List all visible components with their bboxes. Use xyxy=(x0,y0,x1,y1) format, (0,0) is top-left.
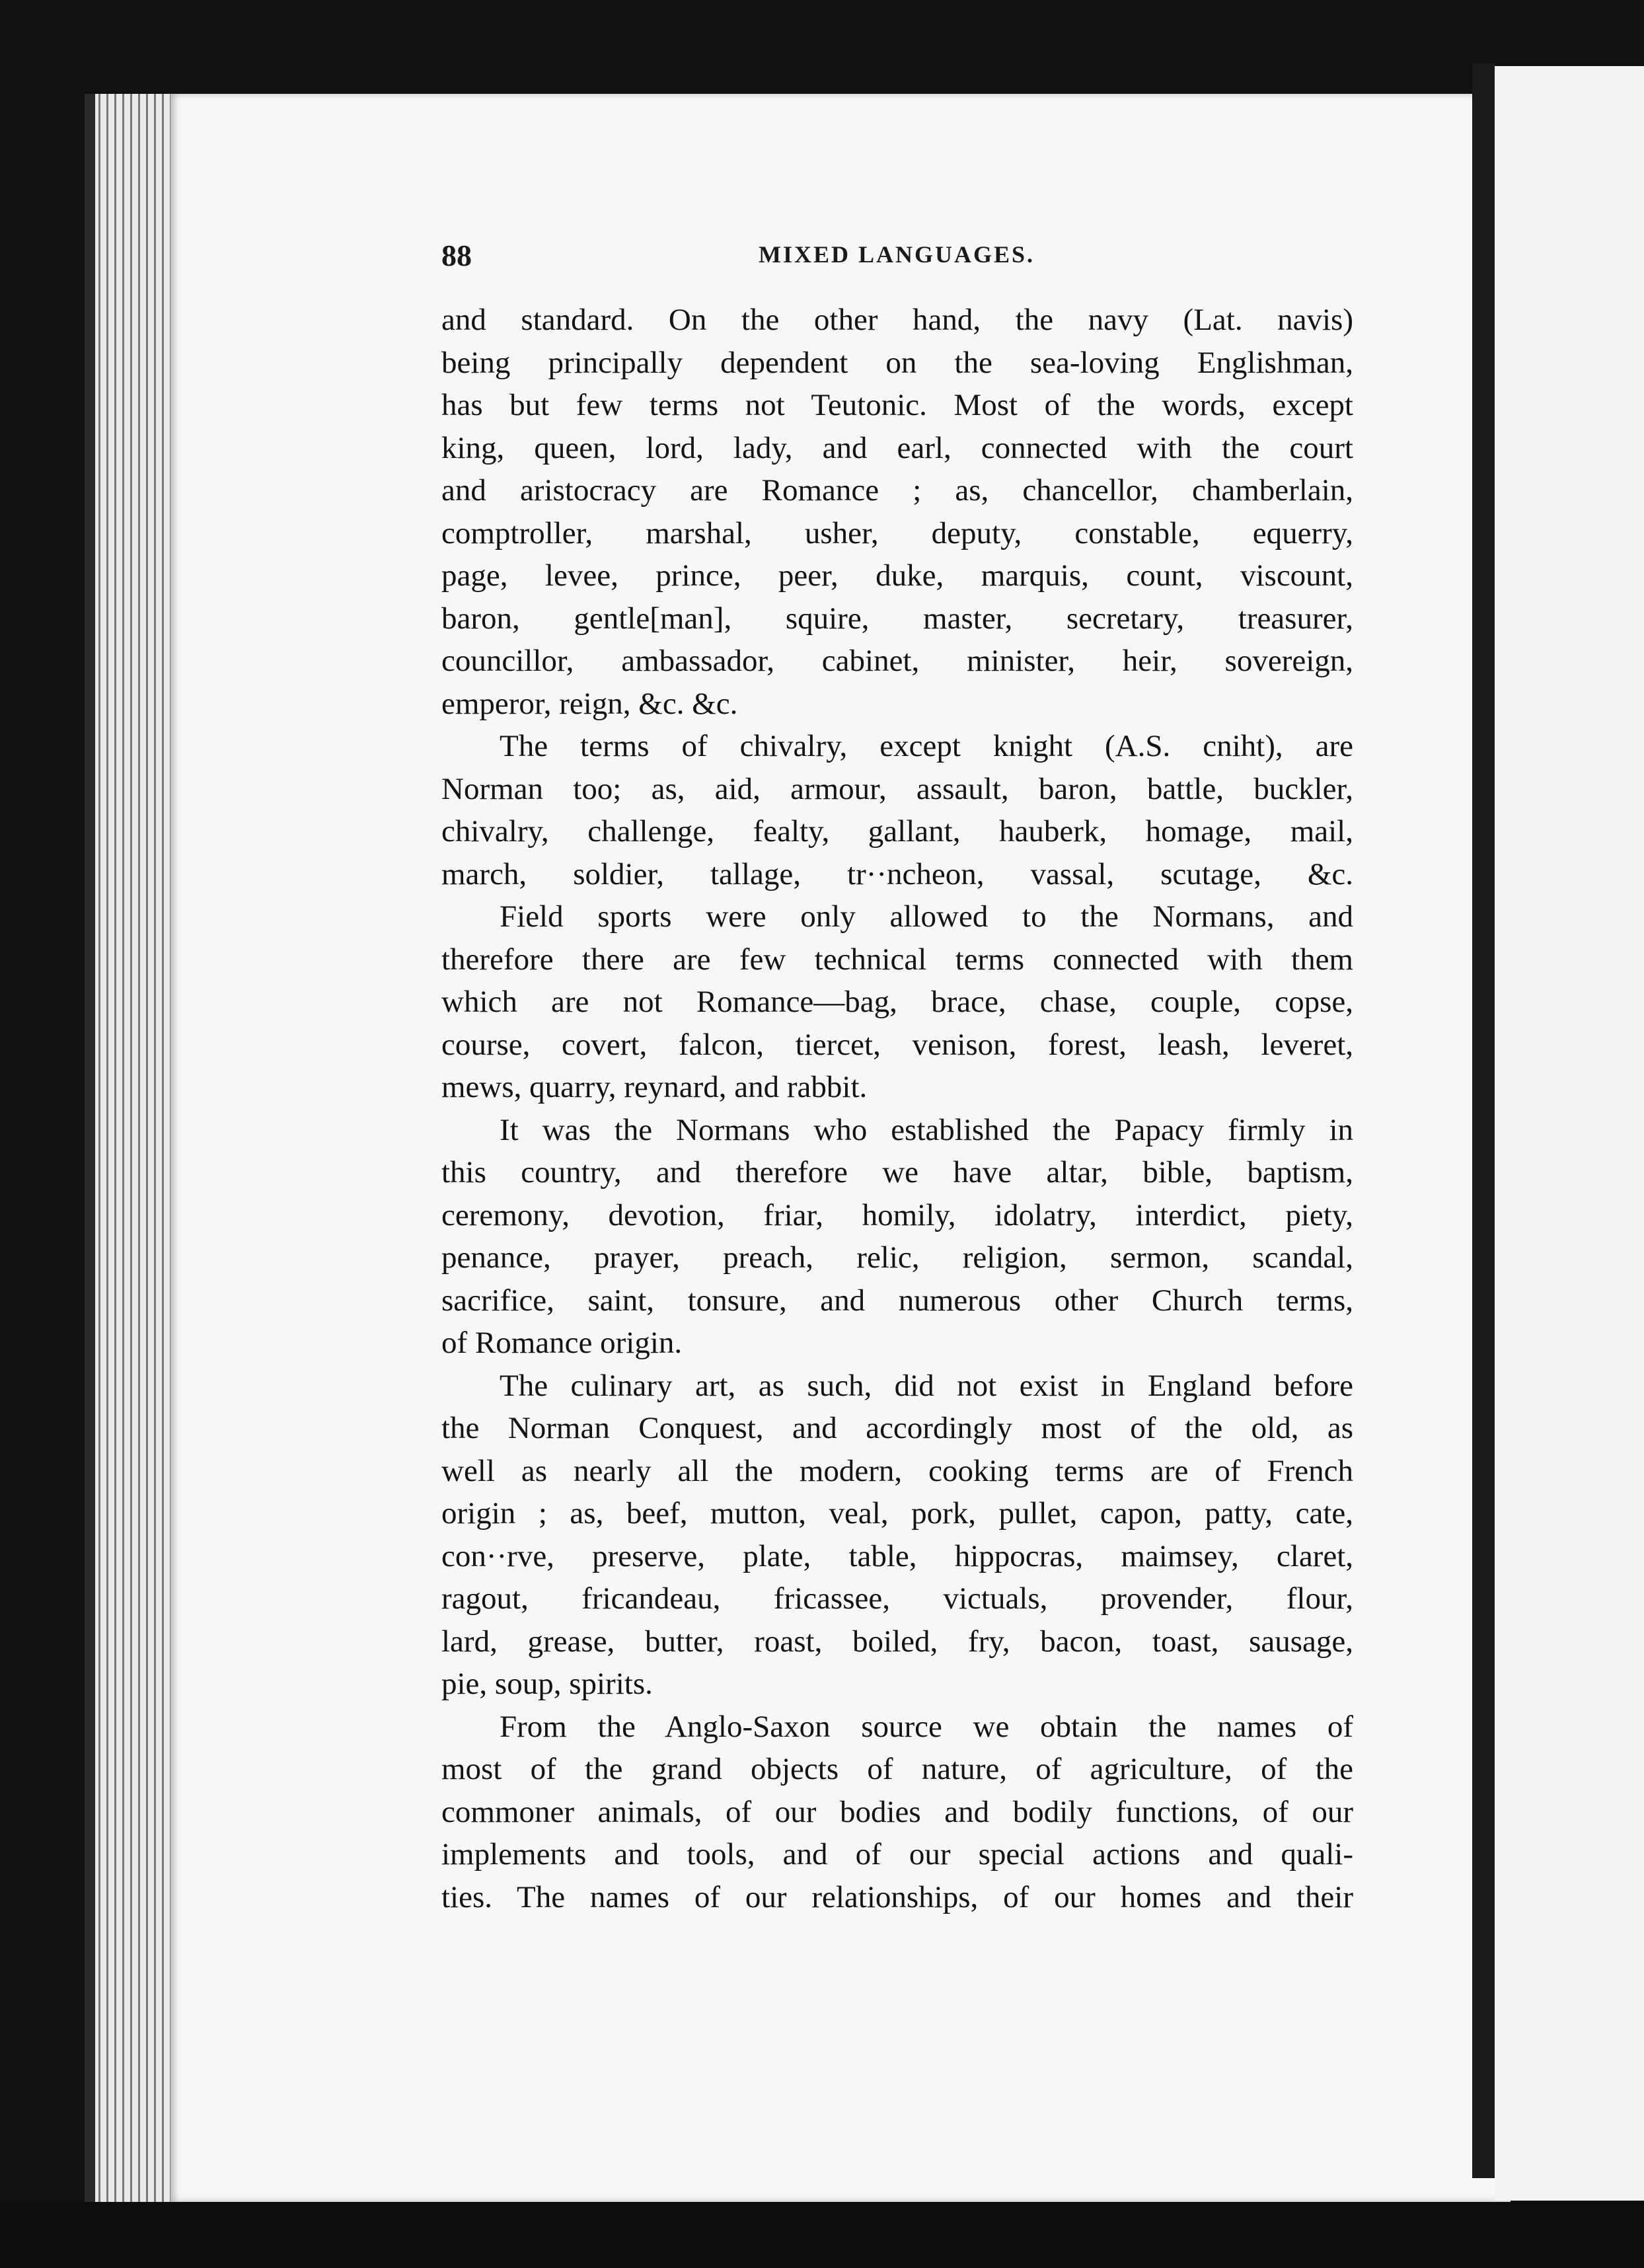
text-line: being principally dependent on the sea-loving Englishman, xyxy=(441,345,1353,380)
text-line: pie, soup, spirits. xyxy=(441,1667,653,1701)
text-line: which are not Romance—bag, brace, chase, couple, copse, xyxy=(441,985,1353,1019)
text-line: most of the grand objects of nature, of agriculture, of the xyxy=(441,1752,1353,1786)
text-line: Norman too; as, aid, armour, assault, baron, battle, buckler, xyxy=(441,771,1353,806)
text-line: ties. The names of our relationships, of our homes and their xyxy=(441,1879,1353,1914)
text-line: implements and tools, and of our special actions and quali- xyxy=(441,1837,1353,1871)
paragraph-start-line: The culinary art, as such, did not exist in England before xyxy=(500,1368,1353,1403)
paragraph-start-line: From the Anglo-Saxon source we obtain the names of xyxy=(500,1709,1353,1744)
text-line: the Norman Conquest, and accordingly most of the old, as xyxy=(441,1411,1353,1445)
running-title: MIXED LANGUAGES. xyxy=(759,241,1035,268)
text-line: ragout, fricandeau, fricassee, victuals, provender, flour, xyxy=(441,1581,1353,1616)
text-line: king, queen, lord, lady, and earl, connected with the court xyxy=(441,430,1353,465)
page-number: 88 xyxy=(441,239,472,272)
text-line: sacrifice, saint, tonsure, and numerous other Church terms, xyxy=(441,1283,1353,1318)
text-line: commoner animals, of our bodies and bodily functions, of our xyxy=(441,1794,1353,1829)
text-line: and aristocracy are Romance ; as, chancellor, chamberlain, xyxy=(441,473,1353,508)
scan-bottom-border xyxy=(0,2202,1644,2268)
text-line: course, covert, falcon, tiercet, venison, forest, leash, leveret, xyxy=(441,1027,1353,1062)
text-line: con··rve, preserve, plate, table, hippocras, maimsey, claret, xyxy=(441,1538,1353,1573)
stacked-page-edges xyxy=(85,94,177,2202)
text-line: well as nearly all the modern, cooking terms are of French xyxy=(441,1453,1353,1488)
book-gutter xyxy=(1472,63,1495,2178)
facing-page-edge xyxy=(1495,66,1644,2201)
text-line: penance, prayer, preach, relic, religion, sermon, scandal, xyxy=(441,1240,1353,1275)
text-line: ceremony, devotion, friar, homily, idolatry, interdict, piety, xyxy=(441,1197,1353,1232)
paragraph-start-line: It was the Normans who established the Papacy firmly in xyxy=(500,1112,1353,1147)
body-text xyxy=(441,299,1353,1918)
text-line: baron, gentle[man], squire, master, secretary, treasurer, xyxy=(441,601,1353,636)
text-line: emperor, reign, &c. &c. xyxy=(441,686,738,721)
text-line: therefore there are few technical terms connected with them xyxy=(441,942,1353,977)
text-line: march, soldier, tallage, tr··ncheon, vassal, scutage, &c. xyxy=(441,856,1353,891)
running-head xyxy=(441,238,1353,278)
text-line: mews, quarry, reynard, and rabbit. xyxy=(441,1070,868,1104)
text-line: chivalry, challenge, fealty, gallant, hauberk, homage, mail, xyxy=(441,814,1353,849)
text-line: page, levee, prince, peer, duke, marquis, count, viscount, xyxy=(441,558,1353,593)
text-line: of Romance origin. xyxy=(441,1326,683,1360)
text-line: comptroller, marshal, usher, deputy, constable, equerry, xyxy=(441,515,1353,550)
text-line: lard, grease, butter, roast, boiled, fry, bacon, toast, sausage, xyxy=(441,1624,1353,1659)
text-line: and standard. On the other hand, the navy (Lat. navis) xyxy=(441,303,1353,337)
text-line: has but few terms not Teutonic. Most of the words, except xyxy=(441,388,1353,422)
paragraph-start-line: Field sports were only allowed to the Normans, and xyxy=(500,899,1353,934)
paragraph-start-line: The terms of chivalry, except knight (A.S. cniht), are xyxy=(500,729,1353,763)
text-line: councillor, ambassador, cabinet, minister, heir, sovereign, xyxy=(441,644,1353,678)
text-line: origin ; as, beef, mutton, veal, pork, pullet, capon, patty, cate, xyxy=(441,1496,1353,1531)
text-line: this country, and therefore we have altar, bible, baptism, xyxy=(441,1155,1353,1190)
